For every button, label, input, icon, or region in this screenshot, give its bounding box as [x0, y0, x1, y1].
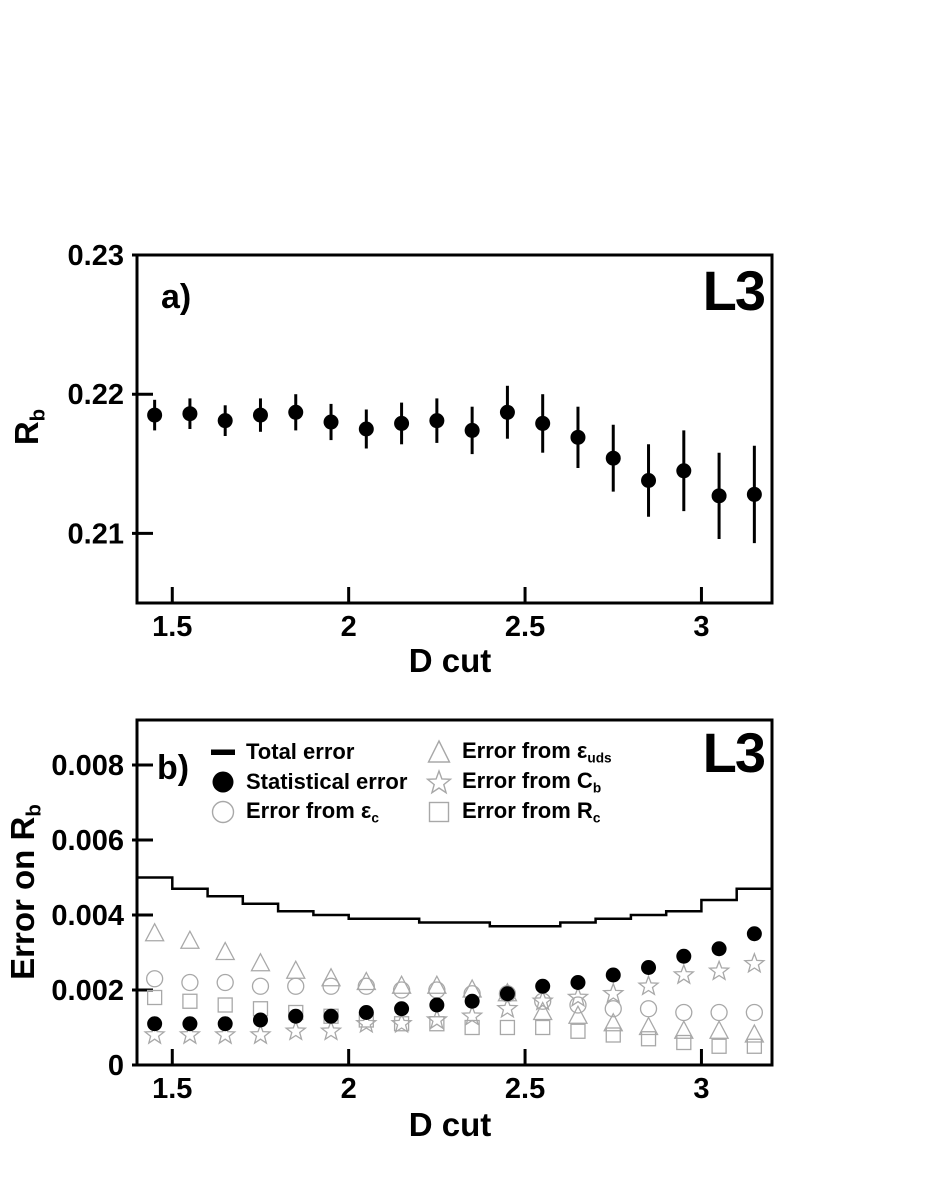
- legend-label-error-cb-sub: b: [592, 780, 602, 796]
- legend-item-total-error: [204, 737, 354, 767]
- panel-a-y-axis-title: [8, 277, 48, 577]
- legend-label-error-eps-c-sub: c: [371, 810, 379, 826]
- legend-item-error-rc: [420, 797, 600, 827]
- panel-a-x-tick-label: 2: [340, 611, 357, 643]
- panel-a-y-tick-label: 0.23: [67, 240, 124, 272]
- open-star-icon: [420, 767, 458, 797]
- filled-circle-icon: [204, 767, 242, 797]
- legend-label-error-rc-prefix: Error from: [462, 798, 577, 824]
- panel-a-x-tick-label: 2.5: [504, 611, 546, 643]
- panel-a-y-tick-label: 0.22: [67, 379, 124, 412]
- panel-b-label: b): [157, 749, 190, 787]
- legend-label-error-rc: [462, 798, 600, 825]
- open-circle-icon: [204, 797, 242, 827]
- legend-label-error-eps-c-prefix: Error from: [246, 798, 361, 824]
- legend-label-error-cb-symbol: C: [576, 768, 593, 794]
- series-error-from-eps-uds: [146, 924, 764, 1042]
- panel-a-frame: [137, 255, 772, 603]
- panel-a-label: a): [161, 278, 192, 316]
- legend-label-error-eps-c: [246, 798, 379, 825]
- legend-label-total-error: Total error: [246, 739, 355, 764]
- panel-b-y-axis-title-sub: b: [22, 804, 46, 817]
- legend-label-error-cb-prefix: Error from: [462, 768, 577, 794]
- legend-item-error-cb: [420, 767, 601, 797]
- panel-b-y-axis-title-text: Error on R: [4, 816, 41, 980]
- legend-label-error-eps-uds-symbol: ε: [576, 738, 588, 764]
- total-error-dash-icon: [204, 737, 242, 767]
- panel-b-x-tick-label: 2: [340, 1073, 357, 1105]
- panel-b-y-axis-title: [4, 742, 44, 1042]
- panel-a-x-tick-label: 3: [693, 611, 710, 643]
- legend-item-error-eps-uds: [420, 737, 612, 767]
- legend-label-error-cb: [462, 768, 601, 795]
- panel-b-x-tick-label: 3: [693, 1073, 710, 1105]
- legend-item-error-eps-c: [204, 797, 379, 827]
- panel-b-y-tick-label: 0: [107, 1050, 124, 1082]
- panel-a-y-axis-title-sub: b: [26, 408, 50, 422]
- legend-label-statistical-error: Statistical error: [246, 769, 408, 794]
- panel-a-x-axis-title: D cut: [408, 642, 492, 679]
- panel-b-l3-logo: L3: [702, 721, 764, 784]
- legend-label-error-eps-uds-sub: uds: [587, 750, 612, 766]
- legend-item-statistical-error: [204, 767, 407, 797]
- panel-a-y-tick-label: 0.21: [67, 518, 124, 551]
- series-error-from-r-c: [148, 991, 762, 1054]
- open-triangle-icon: [420, 737, 458, 767]
- panel-b-x-tick-label: 1.5: [152, 1073, 193, 1105]
- open-square-icon: [420, 797, 458, 827]
- panel-b-x-axis-title: D cut: [408, 1106, 492, 1143]
- series-error-from-eps-c: [147, 971, 763, 1021]
- legend-label-error-eps-uds: [462, 738, 612, 765]
- legend-label-error-eps-c-symbol: ε: [360, 798, 372, 824]
- panel-b-y-tick-label: 0.006: [51, 825, 124, 857]
- panel-a-y-axis-title-text: R: [8, 421, 45, 446]
- series-statistical-error: [147, 926, 762, 1031]
- panel-a-l3-logo: L3: [702, 259, 764, 322]
- series-total-error: [137, 878, 772, 927]
- legend-label-error-rc-symbol: R: [576, 798, 593, 824]
- panel-b-y-tick-label: 0.004: [51, 900, 124, 932]
- panel-b-x-tick-label: 2.5: [504, 1073, 546, 1105]
- series-error-from-c-b: [145, 954, 764, 1043]
- panel-a-x-tick-label: 1.5: [152, 611, 193, 643]
- panel-b-y-tick-label: 0.002: [51, 975, 124, 1007]
- legend-label-error-rc-sub: c: [592, 810, 601, 826]
- panel-b-y-tick-label: 0.008: [51, 750, 124, 782]
- legend-label-error-eps-uds-prefix: Error from: [462, 738, 577, 764]
- series-r-b: [147, 386, 762, 543]
